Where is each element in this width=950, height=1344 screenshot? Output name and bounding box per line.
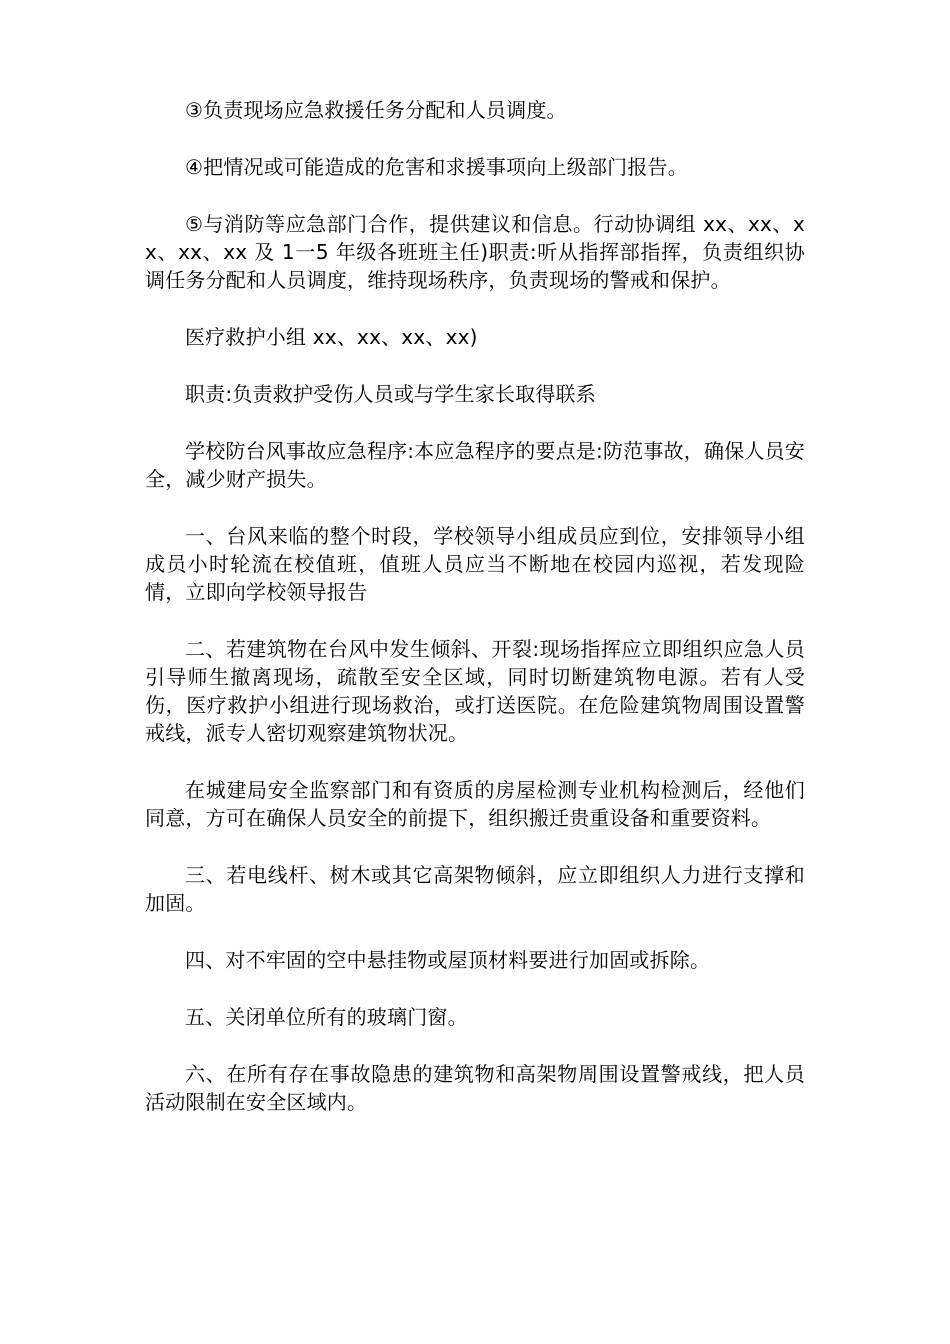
paragraph-inspection: 在城建局安全监察部门和有资质的房屋检测专业机构检测后，经他们同意，方可在确保人员安全的前提下，组织搬迁贵重设备和重要资料。 [145,778,805,830]
paragraph-step-4: 四、对不牢固的空中悬挂物或屋顶材料要进行加固或拆除。 [185,948,711,972]
paragraph-duty-4: ④把情况或可能造成的危害和求援事项向上级部门报告。 [185,155,688,179]
paragraph-typhoon-procedure: 学校防台风事故应急程序:本应急程序的要点是:防范事故，确保人员安全，减少财产损失。 [145,439,805,491]
paragraph-step-6: 六、在所有存在事故隐患的建筑物和高架物周围设置警戒线，把人员活动限制在安全区域内。 [145,1062,805,1114]
paragraph-medical-team: 医疗救护小组 xx、xx、xx、xx) [185,325,478,349]
document-page [145,96,805,1145]
paragraph-step-5: 五、关闭单位所有的玻璃门窗。 [185,1005,468,1029]
paragraph-duty-5-coordination-group: ⑤与消防等应急部门合作，提供建议和信息。行动协调组 xx、xx、xx、xx、xx 及 1一5 年级各班班主任)职责:听从指挥部指挥，负责组织协调任务分配和人员调度，维持现场秩序，负责现场的警戒和保护。 [145,212,805,292]
paragraph-step-3: 三、若电线杆、树木或其它高架物倾斜，应立即组织人力进行支撑和加固。 [145,863,805,915]
paragraph-step-2: 二、若建筑物在台风中发生倾斜、开裂:现场指挥应立即组织应急人员引导师生撤离现场，疏散至安全区域，同时切断建筑物电源。若有人受伤，医疗救护小组进行现场救治，或打送医院。在危险建筑物周围设置警戒线，派专人密切观察建筑物状况。 [145,637,805,745]
paragraph-step-1: 一、台风来临的整个时段，学校领导小组成员应到位，安排领导小组成员小时轮流在校值班，值班人员应当不断地在校园内巡视，若发现险情，立即向学校领导报告 [145,524,805,604]
paragraph-duty-3: ③负责现场应急救援任务分配和人员调度。 [185,98,567,122]
paragraph-medical-duty: 职责:负责救护受伤人员或与学生家长取得联系 [185,382,596,406]
